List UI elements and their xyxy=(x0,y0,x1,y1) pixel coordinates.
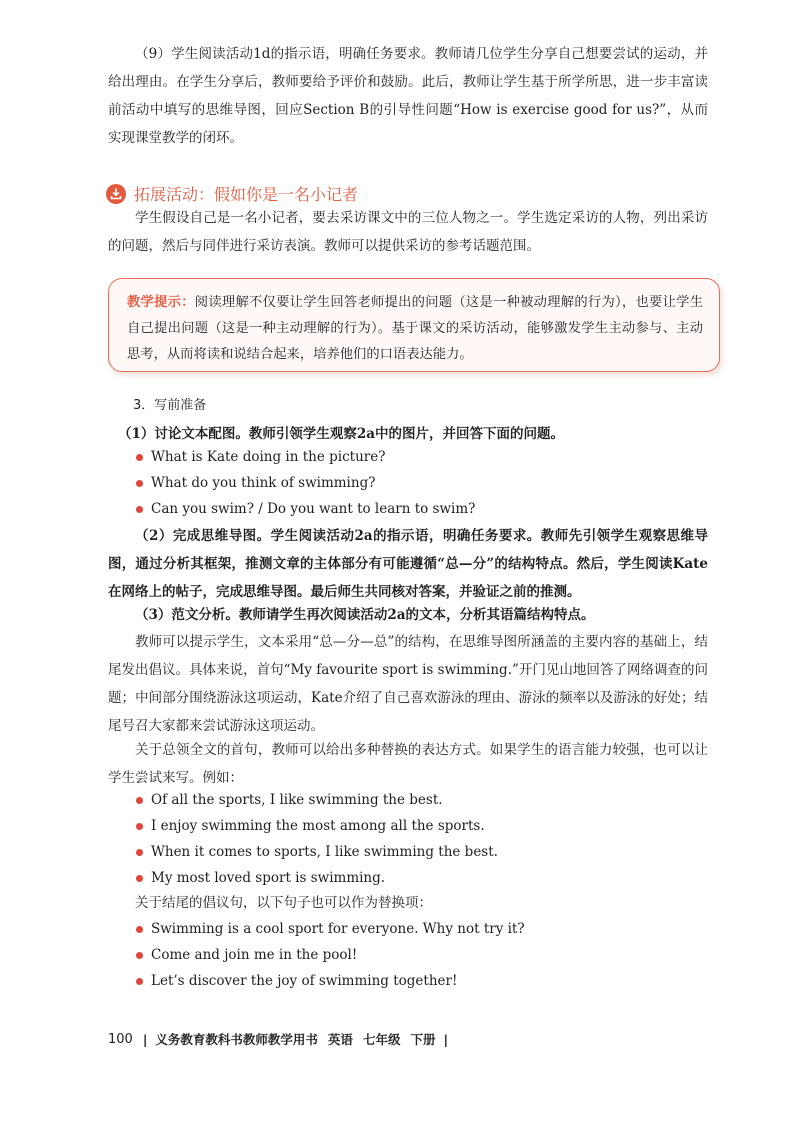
footer-separator: | xyxy=(142,1031,148,1047)
section-3-item-1: （1）讨论文本配图。教师引领学生观察2a中的图片，并回答下面的问题。 xyxy=(118,426,565,442)
bullet-dot xyxy=(136,480,143,487)
structure-analysis: 教师可以提示学生，文本采用“总—分—总”的结构，在思维导图所涵盖的主要内容的基础上，结尾发出倡议。具体来说，首句“My favourite sport is swimming.”开门见山地回答了网络调查的问题；中间部分围绕游泳这项运动，Kate介绍了自己喜欢游泳的理由、游泳的频率以及游泳的好处；结尾号召大家都来尝试游泳这项运动。 xyxy=(108,634,708,734)
list-item: Swimming is a cool sport for everyone. Why not try it? xyxy=(136,916,525,942)
grade: 七年级 xyxy=(362,1032,401,1047)
bullet-dot xyxy=(136,823,143,830)
paragraph-activity-9: （9）学生阅读活动1d的指示语，明确任务要求。教师请几位学生分享自己想要尝试的运动，并给出理由。在学生分享后，教师要给予评价和鼓励。此后，教师让学生基于所学所思，进一步丰富读前活动中填写的思维导图，回应Section B的引导性问题“How is exercise good for us?”，从而实现课堂教学的闭环。 xyxy=(108,46,708,146)
opening-sentence-intro: 关于总领全文的首句，教师可以给出多种替换的表达方式。如果学生的语言能力较强，也可以让学生尝试来写。例如： xyxy=(108,742,708,786)
list-item: I enjoy swimming the most among all the sports. xyxy=(136,813,485,839)
bullet-dot xyxy=(136,849,143,856)
volume: 下册 xyxy=(410,1032,436,1047)
list-item: Come and join me in the pool! xyxy=(136,942,357,968)
footer-separator-end: | xyxy=(443,1031,449,1047)
tip-label: 教学提示： xyxy=(127,295,195,310)
bullet-dot xyxy=(136,952,143,959)
closing-sentence-intro: 关于结尾的倡议句，以下句子也可以作为替换项： xyxy=(135,895,432,911)
list-item: What do you think of swimming? xyxy=(136,470,375,496)
extension-title: 拓展活动：假如你是一名小记者 xyxy=(134,185,359,204)
bullet-dot xyxy=(136,978,143,985)
tip-text: 阅读理解不仅要让学生回答老师提出的问题（这是一种被动理解的行为），也要让学生自己提出问题（这是一种主动理解的行为）。基于课文的采访活动，能够激发学生主动参与、主动思考，从而将读和说结合起来，培养他们的口语表达能力。 xyxy=(127,295,703,362)
section-3-heading: 3．写前准备 xyxy=(133,398,207,413)
list-item: When it comes to sports, I like swimming the best. xyxy=(136,839,498,865)
extension-body: 学生假设自己是一名小记者，要去采访课文中的三位人物之一。学生选定采访的人物，列出采访的问题，然后与同伴进行采访表演。教师可以提供采访的参考话题范围。 xyxy=(108,210,708,254)
extension-heading xyxy=(106,182,358,205)
bullet-dot xyxy=(136,875,143,882)
bullet-dot xyxy=(136,926,143,933)
teaching-tip-box xyxy=(108,278,720,372)
bullet-dot xyxy=(136,797,143,804)
subject: 英语 xyxy=(327,1032,353,1047)
section-3-item-3: （3）范文分析。教师请学生再次阅读活动2a的文本，分析其语篇结构特点。 xyxy=(135,607,595,623)
page-footer xyxy=(108,1030,448,1048)
list-item: Let’s discover the joy of swimming together! xyxy=(136,968,457,994)
list-item: What is Kate doing in the picture? xyxy=(136,444,385,470)
bullet-dot xyxy=(136,454,143,461)
download-tray-icon xyxy=(106,184,126,204)
page-number: 100 xyxy=(108,1031,133,1047)
list-item: My most loved sport is swimming. xyxy=(136,865,385,891)
section-3-item-2: （2）完成思维导图。学生阅读活动2a的指示语，明确任务要求。教师先引领学生观察思维导图，通过分析其框架，推测文章的主体部分有可能遵循“总—分”的结构特点。然后，学生阅读Kate在网络上的帖子，完成思维导图。最后师生共同核对答案，并验证之前的推测。 xyxy=(108,528,708,600)
list-item: Of all the sports, I like swimming the best. xyxy=(136,787,443,813)
bullet-dot xyxy=(136,506,143,513)
book-title: 义务教育教科书教师教学用书 xyxy=(155,1032,318,1047)
list-item: Can you swim? / Do you want to learn to swim? xyxy=(136,496,475,522)
